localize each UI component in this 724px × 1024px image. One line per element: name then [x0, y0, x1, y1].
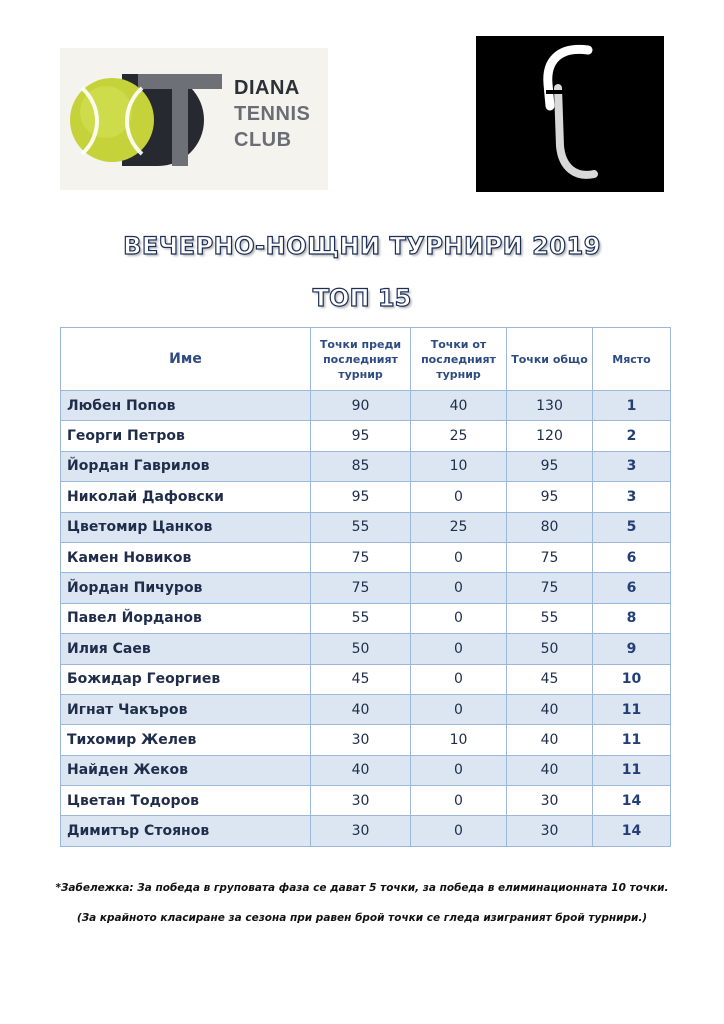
cell-points-last: 10: [411, 451, 507, 481]
cell-place: 3: [593, 482, 671, 512]
table-row: [61, 755, 671, 785]
logo-text-line-2: TENNIS: [234, 103, 311, 125]
diana-tennis-club-logo: [60, 48, 328, 190]
cell-name: Любен Попов: [61, 391, 311, 421]
header-points-before: Точки преди последният турнир: [311, 328, 411, 391]
cell-points-total: 95: [507, 451, 593, 481]
cell-points-before: 95: [311, 421, 411, 451]
header-points-total: Точки общо: [507, 328, 593, 391]
cell-points-last: 0: [411, 786, 507, 816]
cell-name: Илия Саев: [61, 634, 311, 664]
tennis-ball-dt-icon: [60, 48, 230, 190]
table-row: [61, 421, 671, 451]
cell-points-total: 75: [507, 542, 593, 572]
cell-points-before: 30: [311, 816, 411, 846]
cell-place: 14: [593, 816, 671, 846]
cell-place: 6: [593, 542, 671, 572]
cell-place: 11: [593, 755, 671, 785]
table-row: [61, 482, 671, 512]
cell-place: 11: [593, 694, 671, 724]
cell-points-total: 40: [507, 694, 593, 724]
cell-points-last: 0: [411, 482, 507, 512]
cell-place: 5: [593, 512, 671, 542]
cell-points-last: 25: [411, 512, 507, 542]
cell-name: Камен Новиков: [61, 542, 311, 572]
cell-place: 11: [593, 725, 671, 755]
cell-points-last: 0: [411, 694, 507, 724]
cell-points-last: 0: [411, 573, 507, 603]
table-row: [61, 391, 671, 421]
cell-points-last: 0: [411, 816, 507, 846]
cell-points-total: 75: [507, 573, 593, 603]
cell-points-before: 40: [311, 694, 411, 724]
table-row: [61, 542, 671, 572]
cell-points-before: 75: [311, 542, 411, 572]
cell-points-before: 85: [311, 451, 411, 481]
cell-place: 2: [593, 421, 671, 451]
cell-points-last: 0: [411, 755, 507, 785]
ranking-table: [60, 327, 671, 847]
footnote-scoring: *Забележка: За победа в груповата фаза се дават 5 точки, за победа в елиминационната 10 точки.: [55, 882, 669, 894]
logo-text-line-3: CLUB: [234, 129, 292, 151]
cell-name: Цветомир Цанков: [61, 512, 311, 542]
table-row: [61, 816, 671, 846]
cell-points-last: 10: [411, 725, 507, 755]
cell-points-last: 0: [411, 664, 507, 694]
cell-points-total: 30: [507, 816, 593, 846]
cell-points-before: 55: [311, 512, 411, 542]
logo-text-line-1: DIANA: [234, 77, 300, 99]
table-row: [61, 634, 671, 664]
table-row: [61, 725, 671, 755]
cell-points-total: 50: [507, 634, 593, 664]
cell-points-total: 45: [507, 664, 593, 694]
footnote-tiebreak: (За крайното класиране за сезона при равен брой точки се гледа изиграният брой турнири.): [76, 912, 648, 924]
cell-place: 6: [593, 573, 671, 603]
cell-points-last: 40: [411, 391, 507, 421]
table-row: [61, 512, 671, 542]
cell-points-total: 40: [507, 755, 593, 785]
cell-place: 1: [593, 391, 671, 421]
table-row: [61, 664, 671, 694]
page-subtitle: ТОП 15: [312, 284, 412, 312]
table-row: [61, 694, 671, 724]
cell-points-before: 30: [311, 786, 411, 816]
table-row: [61, 603, 671, 633]
cell-points-before: 30: [311, 725, 411, 755]
cell-points-total: 95: [507, 482, 593, 512]
cell-points-total: 130: [507, 391, 593, 421]
cell-name: Йордан Пичуров: [61, 573, 311, 603]
cell-name: Йордан Гаврилов: [61, 451, 311, 481]
cell-points-before: 50: [311, 634, 411, 664]
table-row: [61, 451, 671, 481]
cell-points-total: 120: [507, 421, 593, 451]
cell-points-last: 0: [411, 634, 507, 664]
cell-points-before: 95: [311, 482, 411, 512]
cell-points-total: 80: [507, 512, 593, 542]
header-points-last: Точки от последният турнир: [411, 328, 507, 391]
sponsor-j-mark-icon: [476, 36, 664, 192]
cell-points-last: 0: [411, 603, 507, 633]
cell-points-before: 55: [311, 603, 411, 633]
cell-name: Николай Дафовски: [61, 482, 311, 512]
sponsor-logo: [476, 36, 664, 192]
cell-place: 8: [593, 603, 671, 633]
cell-points-total: 30: [507, 786, 593, 816]
cell-points-total: 55: [507, 603, 593, 633]
cell-place: 3: [593, 451, 671, 481]
cell-points-before: 40: [311, 755, 411, 785]
cell-place: 10: [593, 664, 671, 694]
cell-points-before: 75: [311, 573, 411, 603]
cell-points-before: 45: [311, 664, 411, 694]
cell-name: Цветан Тодоров: [61, 786, 311, 816]
cell-place: 14: [593, 786, 671, 816]
cell-name: Тихомир Желев: [61, 725, 311, 755]
cell-name: Георги Петров: [61, 421, 311, 451]
cell-place: 9: [593, 634, 671, 664]
header-name: Име: [61, 328, 311, 391]
page-title: ВЕЧЕРНО-НОЩНИ ТУРНИРИ 2019: [123, 232, 601, 260]
cell-name: Божидар Георгиев: [61, 664, 311, 694]
cell-points-total: 40: [507, 725, 593, 755]
cell-name: Игнат Чакъров: [61, 694, 311, 724]
cell-name: Павел Йорданов: [61, 603, 311, 633]
cell-points-last: 25: [411, 421, 507, 451]
cell-points-before: 90: [311, 391, 411, 421]
cell-name: Найден Жеков: [61, 755, 311, 785]
cell-points-last: 0: [411, 542, 507, 572]
table-row: [61, 573, 671, 603]
table-header-row: [61, 328, 671, 391]
cell-name: Димитър Стоянов: [61, 816, 311, 846]
header-place: Място: [593, 328, 671, 391]
table-row: [61, 786, 671, 816]
